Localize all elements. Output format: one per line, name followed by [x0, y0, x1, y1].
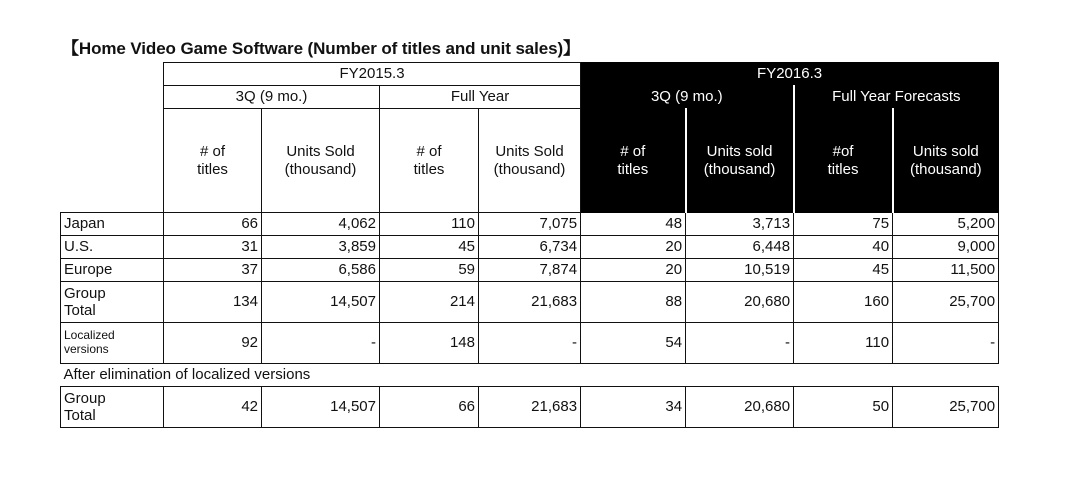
table-cell: 20,680	[686, 387, 794, 428]
fy2016-header: FY2016.3	[581, 63, 999, 86]
table-cell: 11,500	[893, 259, 999, 282]
row-label: U.S.	[61, 236, 164, 259]
column-header-row	[61, 109, 999, 213]
column-header: Units Sold (thousand)	[262, 109, 380, 213]
table-cell: 20	[581, 236, 686, 259]
table-cell: 4,062	[262, 213, 380, 236]
table-cell: 110	[794, 323, 893, 364]
table-cell: 14,507	[262, 282, 380, 323]
table-cell: 66	[380, 387, 479, 428]
table-cell: 88	[581, 282, 686, 323]
fiscal-year-header-row	[61, 63, 999, 86]
column-header: #of titles	[794, 109, 893, 213]
table-cell: 54	[581, 323, 686, 364]
table-cell: 34	[581, 387, 686, 428]
period-header: Full Year Forecasts	[794, 86, 999, 109]
row-label: Group Total	[61, 387, 164, 428]
table-cell: 3,713	[686, 213, 794, 236]
table-cell: 6,734	[479, 236, 581, 259]
table-cell: 9,000	[893, 236, 999, 259]
fy2015-header: FY2015.3	[164, 63, 581, 86]
table-cell: 21,683	[479, 282, 581, 323]
table-cell: 50	[794, 387, 893, 428]
table-cell: 40	[794, 236, 893, 259]
table-cell: 10,519	[686, 259, 794, 282]
table-cell: 160	[794, 282, 893, 323]
corner-cell	[61, 63, 164, 213]
table-row	[61, 236, 999, 259]
table-cell: 134	[164, 282, 262, 323]
table-cell: 45	[380, 236, 479, 259]
table-cell: 6,448	[686, 236, 794, 259]
table-cell: 214	[380, 282, 479, 323]
table-row	[61, 387, 999, 428]
column-header: Units Sold (thousand)	[479, 109, 581, 213]
elimination-note: After elimination of localized versions	[61, 364, 999, 387]
period-header: Full Year	[380, 86, 581, 109]
table-cell: 3,859	[262, 236, 380, 259]
row-label: Europe	[61, 259, 164, 282]
table-cell: 48	[581, 213, 686, 236]
period-header: 3Q (9 mo.)	[164, 86, 380, 109]
row-label: Japan	[61, 213, 164, 236]
table-cell: 7,874	[479, 259, 581, 282]
column-header: Units sold (thousand)	[893, 109, 999, 213]
table-cell: 59	[380, 259, 479, 282]
table-row	[61, 323, 999, 364]
table-cell: 31	[164, 236, 262, 259]
table-cell: -	[262, 323, 380, 364]
column-header: # of titles	[164, 109, 262, 213]
table-cell: 7,075	[479, 213, 581, 236]
column-header: # of titles	[380, 109, 479, 213]
table-cell: 25,700	[893, 387, 999, 428]
table-cell: 42	[164, 387, 262, 428]
table-cell: 21,683	[479, 387, 581, 428]
table-cell: 92	[164, 323, 262, 364]
table-cell: 66	[164, 213, 262, 236]
row-label: Localized versions	[61, 323, 164, 364]
table-cell: 148	[380, 323, 479, 364]
table-cell: 14,507	[262, 387, 380, 428]
table-cell: 45	[794, 259, 893, 282]
table-cell: 75	[794, 213, 893, 236]
note-row	[61, 364, 999, 387]
table-cell: 20,680	[686, 282, 794, 323]
table-cell: 25,700	[893, 282, 999, 323]
table-title: 【Home Video Game Software (Number of titles and unit sales)】	[62, 39, 580, 58]
table-cell: 5,200	[893, 213, 999, 236]
software-sales-table	[60, 62, 999, 428]
period-header-row	[61, 86, 999, 109]
table-cell: 20	[581, 259, 686, 282]
table-cell: 110	[380, 213, 479, 236]
table-row	[61, 213, 999, 236]
column-header: Units sold (thousand)	[686, 109, 794, 213]
column-header: # of titles	[581, 109, 686, 213]
table-cell: -	[479, 323, 581, 364]
table-cell: 6,586	[262, 259, 380, 282]
table-row	[61, 282, 999, 323]
row-label: Group Total	[61, 282, 164, 323]
table-cell: -	[893, 323, 999, 364]
table-row	[61, 259, 999, 282]
table-cell: -	[686, 323, 794, 364]
table-cell: 37	[164, 259, 262, 282]
period-header: 3Q (9 mo.)	[581, 86, 794, 109]
